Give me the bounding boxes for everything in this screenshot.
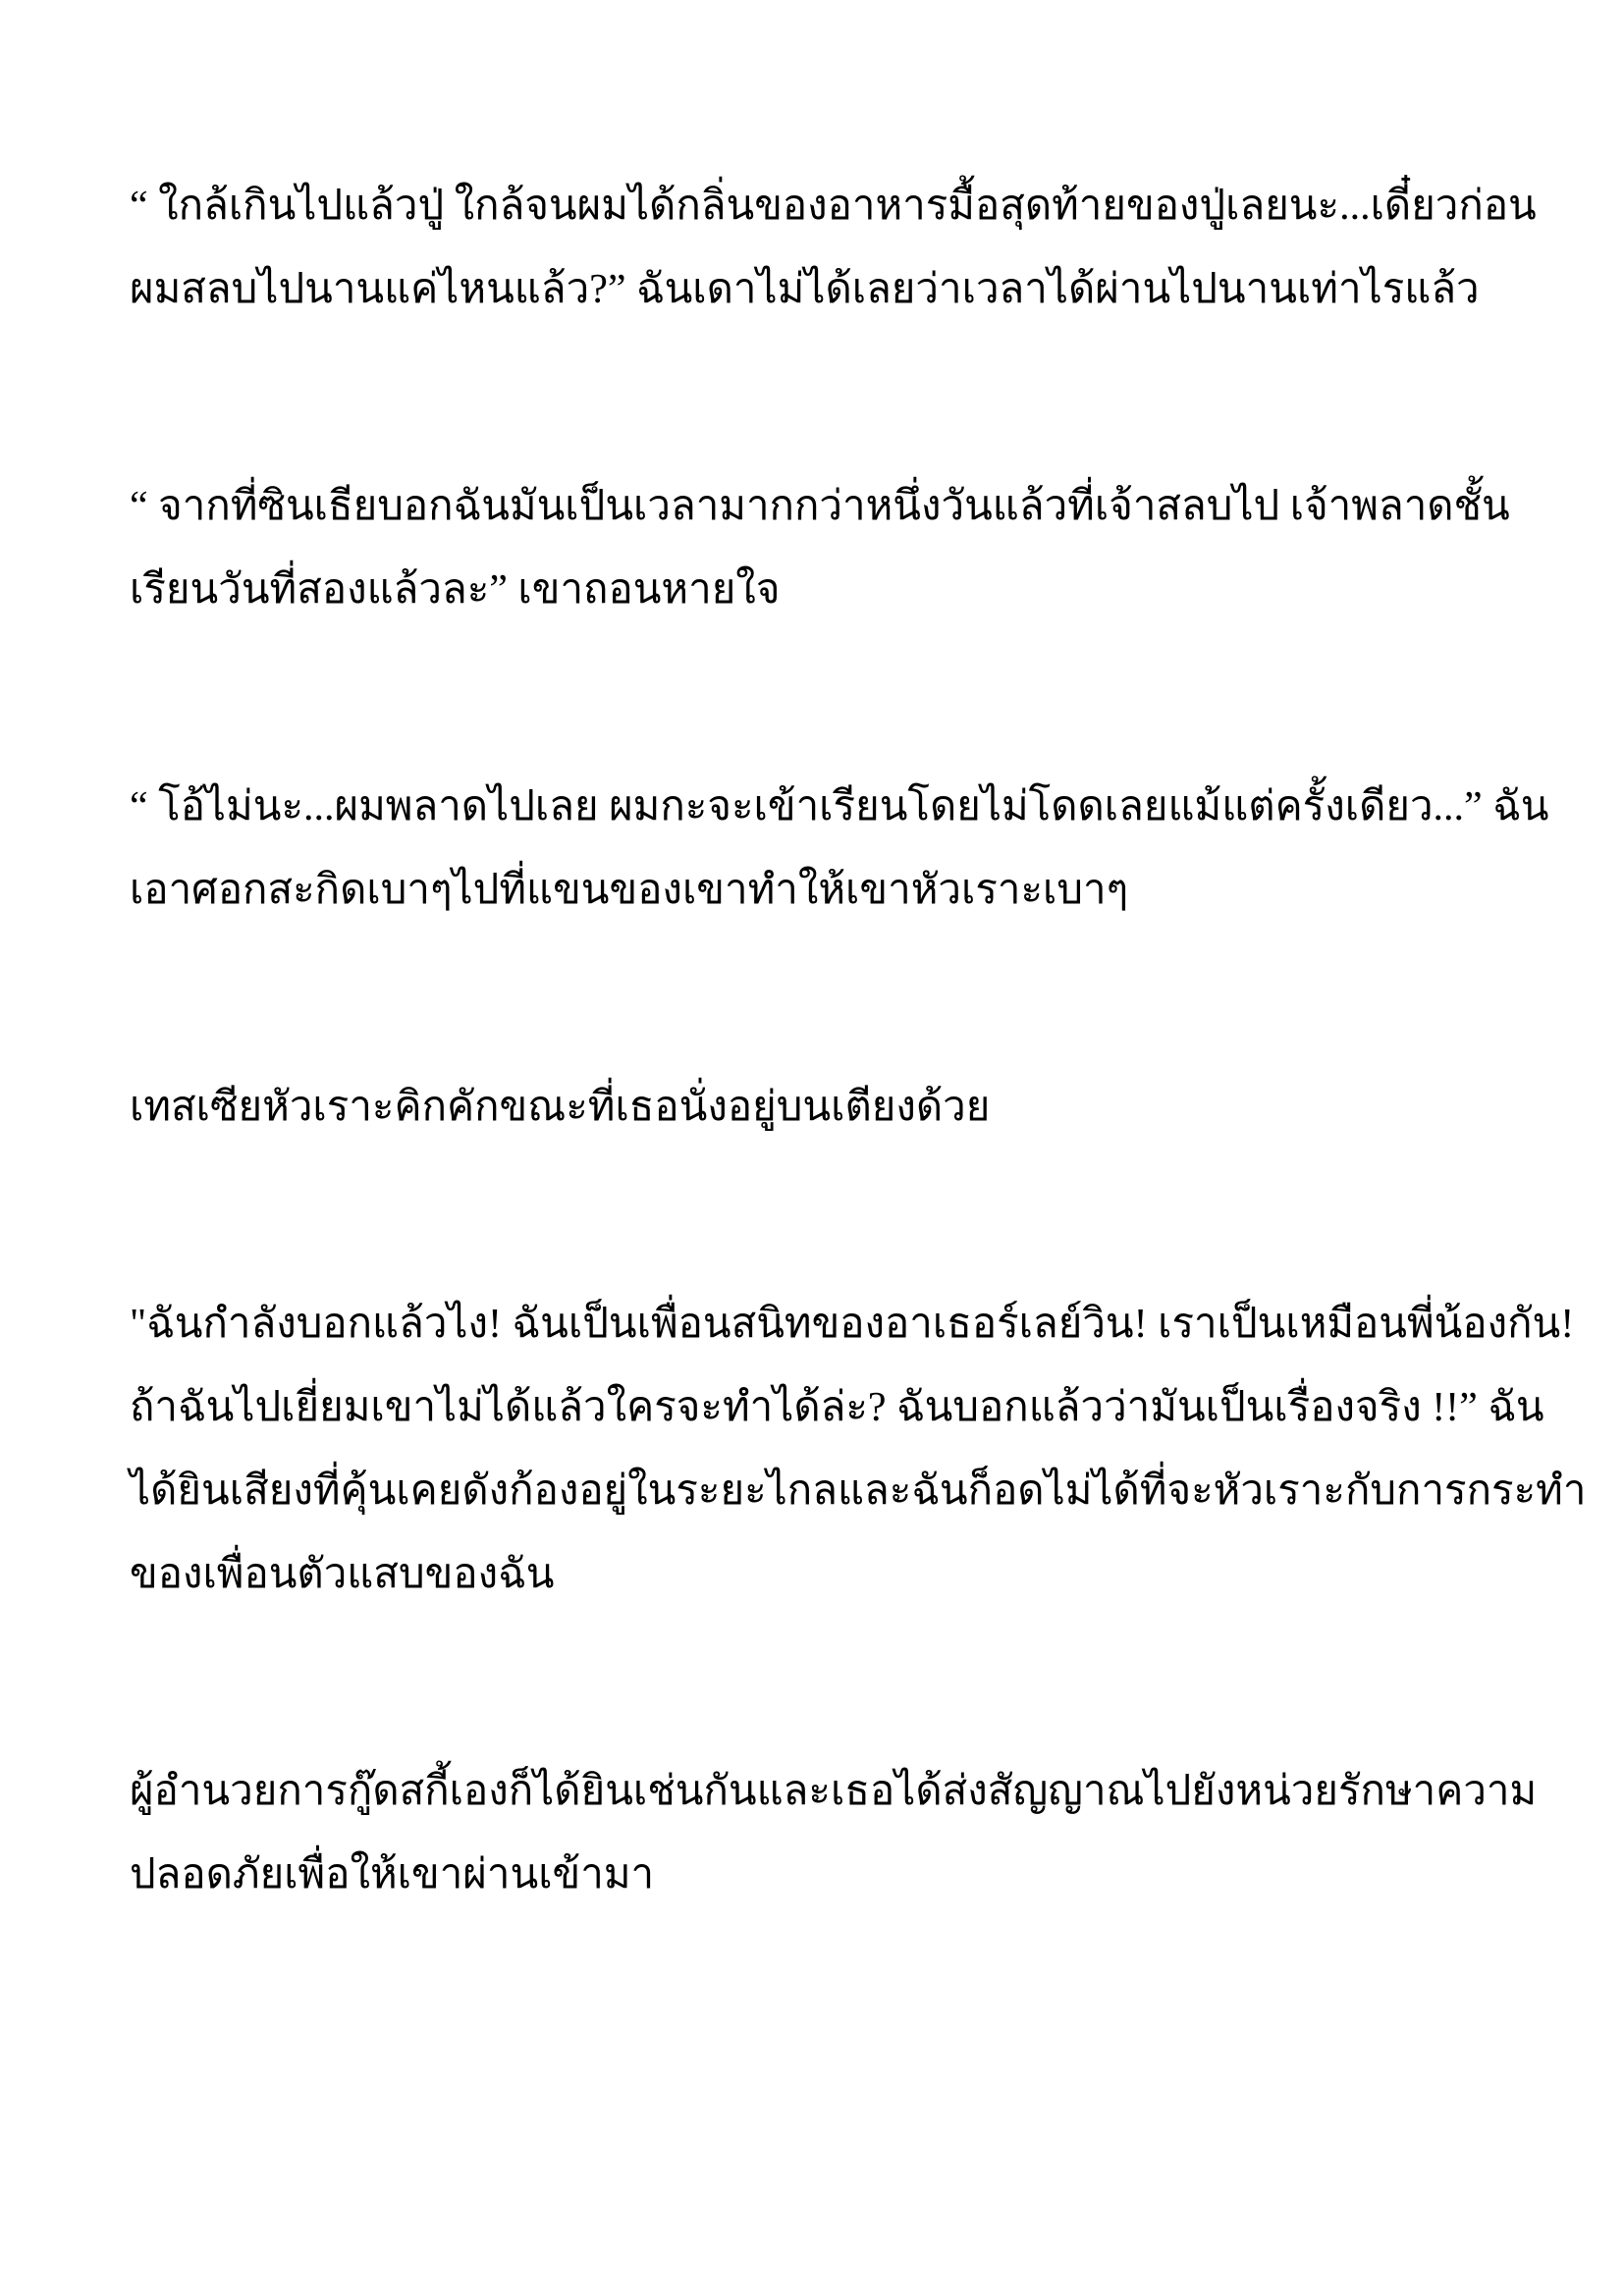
text-line: ของเพื่อนตัวแสบของฉัน: [130, 1552, 555, 1597]
paragraph-tessia-giggles: [130, 1066, 1496, 1149]
text-line: เรียนวันที่สองแล้วละ” เขาถอนหายใจ: [130, 567, 781, 613]
text-line: ได้ยินเสียงที่คุ้นเคยดังก้องอยู่ในระยะไกลและฉันก็อดไม่ได้ที่จะหัวเราะกับการกระทำ: [130, 1468, 1587, 1514]
text-line: "ฉันกำลังบอกแล้วไง! ฉันเป็นเพื่อนสนิทของอาเธอร์เลย์วิน! เราเป็นเหมือนพี่น้องกัน!: [130, 1302, 1575, 1347]
document-body: [130, 165, 1587, 1917]
text-line: ถ้าฉันไปเยี่ยมเขาไม่ได้แล้วใครจะทำได้ล่ะ? ฉันบอกแล้วว่ามันเป็นเรื่องจริง !!” ฉัน: [130, 1385, 1544, 1430]
text-line: เอาศอกสะกิดเบาๆไปที่แขนของเขาทำให้เขาหัวเราะเบาๆ: [130, 868, 1129, 913]
paragraph-friend-shouting: [130, 1283, 1587, 1617]
paragraph-director-goodsky: [130, 1750, 1538, 1917]
text-line: เทสเซียหัวเราะคิกคักขณะที่เธอนั่งอยู่บนเตียงด้วย: [130, 1085, 991, 1130]
text-line: “ โอ้ไม่นะ...ผมพลาดไปเลย ผมกะจะเข้าเรียนโดยไม่โดดเลยแม้แต่ครั้งเดียว...” ฉัน: [130, 784, 1549, 829]
paragraph-dialogue-cynthia: [130, 465, 1510, 632]
paragraph-dialogue-oh-no: [130, 766, 1549, 933]
text-line: “ ใกล้เกินไปแล้วปู่ ใกล้จนผมได้กลิ่นของอาหารมื้อสุดท้ายของปู่เลยนะ...เดี๋ยวก่อน: [130, 184, 1537, 229]
text-line: ผมสลบไปนานแค่ไหนแล้ว?” ฉันเดาไม่ได้เลยว่าเวลาได้ผ่านไปนานเท่าไรแล้ว: [130, 267, 1480, 312]
text-line: ปลอดภัยเพื่อให้เขาผ่านเข้ามา: [130, 1852, 655, 1897]
paragraph-dialogue-grandpa: [130, 165, 1537, 332]
text-line: “ จากที่ซินเธียบอกฉันมันเป็นเวลามากกว่าหนึ่งวันแล้วที่เจ้าสลบไป เจ้าพลาดชั้น: [130, 484, 1510, 529]
text-line: ผู้อำนวยการกู๊ดสกี้เองก็ได้ยินเช่นกันและเธอได้ส่งสัญญาณไปยังหน่วยรักษาความ: [130, 1769, 1538, 1814]
